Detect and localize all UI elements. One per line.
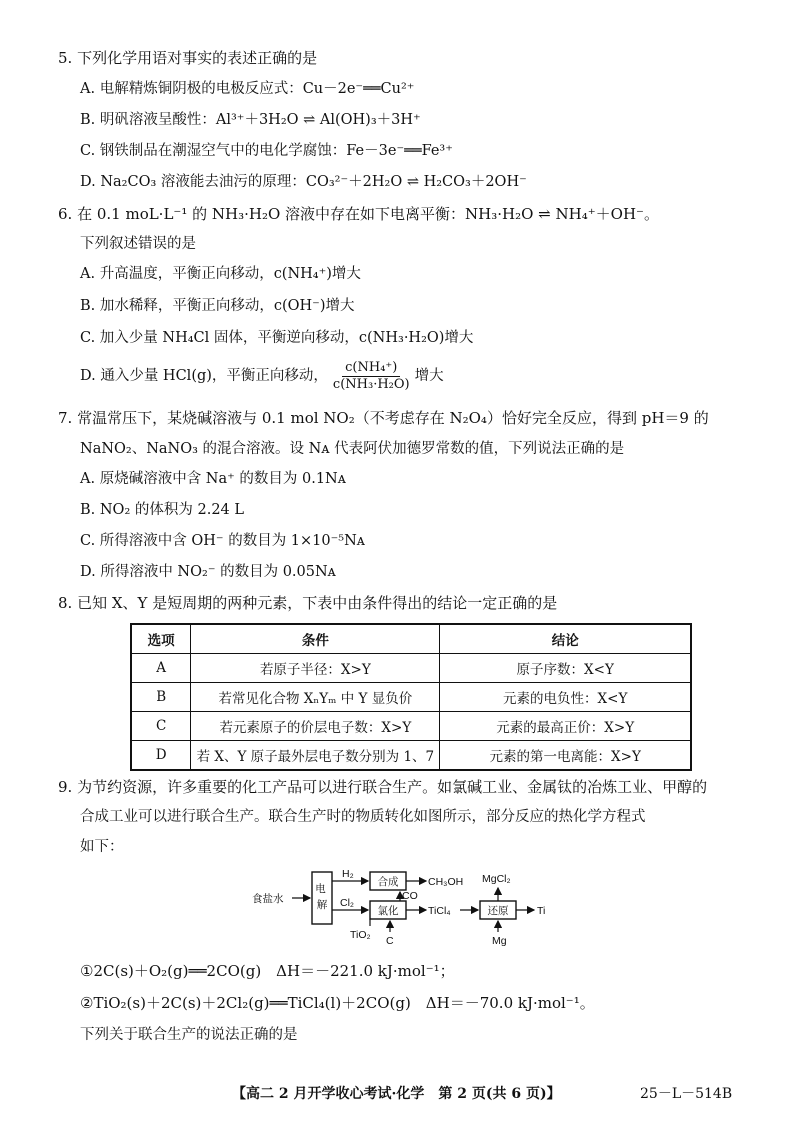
diagram-label-mgcl2: MgCl₂ xyxy=(482,873,511,885)
q5-option-c: C. 钢铁制品在潮湿空气中的电化学腐蚀：Fe－3e⁻══Fe³⁺ xyxy=(80,143,453,159)
diagram-label-ticl4: TiCl₄ xyxy=(428,905,451,917)
table-cell: 元素的第一电离能：X>Y xyxy=(440,741,691,771)
table-cell: 元素的电负性：X<Y xyxy=(440,683,691,712)
q6-stem-line2: 下列叙述错误的是 xyxy=(80,236,196,252)
q8-stem: 8. 已知 X、Y 是短周期的两种元素，下表中由条件得出的结论一定正确的是 xyxy=(58,594,558,612)
q6-option-d-suffix: 增大 xyxy=(414,368,444,384)
table-cell: 元素的最高正价：X>Y xyxy=(440,712,691,741)
table-cell: A xyxy=(131,654,191,683)
table-cell: B xyxy=(131,683,191,712)
electrolysis-box xyxy=(312,872,332,924)
q5-stem: 5. 下列化学用语对事实的表述正确的是 xyxy=(58,49,318,67)
q6-option-a: A. 升高温度，平衡正向移动，c(NH₄⁺)增大 xyxy=(80,266,361,282)
table-header-conclusion: 结论 xyxy=(440,624,691,654)
table-header-option: 选项 xyxy=(131,624,191,654)
q9-stem-line2: 合成工业可以进行联合生产。联合生产时的物质转化如图所示，部分反应的热化学方程式 xyxy=(80,809,646,825)
conditions-table xyxy=(130,623,692,771)
page-footer-title: 【高二 2 月开学收心考试·化学 第 2 页(共 6 页)】 xyxy=(232,1086,561,1102)
table-row xyxy=(131,741,691,771)
q7-option-c: C. 所得溶液中含 OH⁻ 的数目为 1×10⁻⁵Nᴀ xyxy=(80,533,365,549)
q6-option-d xyxy=(80,358,444,394)
q6-option-d-prefix: D. 通入少量 HCl(g)，平衡正向移动， xyxy=(80,368,328,384)
table-cell: 若常见化合物 XₙYₘ 中 Y 显负价 xyxy=(191,683,440,712)
q7-stem-line2: NaNO₂、NaNO₃ 的混合溶液。设 Nᴀ 代表阿伏加德罗常数的值，下列说法正确的是 xyxy=(80,441,625,457)
diagram-label-c: C xyxy=(386,935,394,947)
table-row xyxy=(131,683,691,712)
table-row xyxy=(131,654,691,683)
q9-question: 下列关于联合生产的说法正确的是 xyxy=(80,1027,298,1043)
table-header-row xyxy=(131,624,691,654)
q5-option-d: D. Na₂CO₃ 溶液能去油污的原理：CO₃²⁻＋2H₂O ⇌ H₂CO₃＋2OH⁻ xyxy=(80,174,527,190)
electrolysis-char-1: 电 xyxy=(315,883,326,895)
q9-equation-1: ①2C(s)＋O₂(g)══2CO(g) ΔH＝－221.0 kJ·mol⁻¹； xyxy=(80,962,455,980)
diagram-label-ch3oh: CH₃OH xyxy=(428,876,464,888)
table-header-condition: 条件 xyxy=(191,624,440,654)
table-cell: 若 X、Y 原子最外层电子数分别为 1、7 xyxy=(191,741,440,771)
q5-option-a: A. 电解精炼铜阴极的电极反应式：Cu－2e⁻══Cu²⁺ xyxy=(80,81,415,97)
q6-stem-line1: 6. 在 0.1 moL·L⁻¹ 的 NH₃·H₂O 溶液中存在如下电离平衡：NH₃·H₂O ⇌ NH₄⁺＋OH⁻。 xyxy=(58,205,659,223)
q9-stem-line1: 9. 为节约资源，许多重要的化工产品可以进行联合生产。如氯碱工业、金属钛的冶炼工业、甲醇的 xyxy=(58,778,708,796)
diagram-label-h2: H₂ xyxy=(342,868,354,880)
q9-equation-2: ②TiO₂(s)＋2C(s)＋2Cl₂(g)══TiCl₄(l)＋2CO(g) ΔH＝－70.0 kJ·mol⁻¹。 xyxy=(80,994,595,1012)
diagram-label-reduction: 还原 xyxy=(487,905,509,917)
diagram-label-tio2: TiO₂ xyxy=(350,929,371,941)
table-row xyxy=(131,712,691,741)
table-cell: 若原子半径：X>Y xyxy=(191,654,440,683)
diagram-label-brine: 食盐水 xyxy=(252,893,284,905)
diagram-label-mg: Mg xyxy=(492,935,507,947)
table-cell: D xyxy=(131,741,191,771)
electrolysis-char-2: 解 xyxy=(316,899,328,911)
fraction-numerator: c(NH₄⁺) xyxy=(342,360,400,377)
q5-option-b: B. 明矾溶液呈酸性：Al³⁺＋3H₂O ⇌ Al(OH)₃＋3H⁺ xyxy=(80,112,421,128)
diagram-label-synthesis: 合成 xyxy=(377,876,399,888)
fraction-denominator: c(NH₃·H₂O) xyxy=(332,376,410,392)
q6-option-b: B. 加水稀释，平衡正向移动，c(OH⁻)增大 xyxy=(80,298,355,314)
diagram-label-electrolysis xyxy=(315,882,328,911)
fraction xyxy=(330,360,413,393)
q9-stem-line3: 如下： xyxy=(80,839,124,855)
table-cell: 原子序数：X<Y xyxy=(440,654,691,683)
diagram-label-cl2: Cl₂ xyxy=(340,897,354,909)
diagram-label-ti: Ti xyxy=(537,905,546,917)
q7-stem-line1: 7. 常温常压下，某烧碱溶液与 0.1 mol NO₂（不考虑存在 N₂O₄）恰好完全反应，得到 pH＝9 的 xyxy=(58,409,709,427)
diagram-label-chlorination: 氯化 xyxy=(377,905,399,917)
table-cell: 若元素原子的价层电子数：X>Y xyxy=(191,712,440,741)
process-flow-diagram xyxy=(250,866,560,948)
q7-option-d: D. 所得溶液中 NO₂⁻ 的数目为 0.05Nᴀ xyxy=(80,564,336,580)
q7-option-b: B. NO₂ 的体积为 2.24 L xyxy=(80,502,245,518)
diagram-label-co: CO xyxy=(402,890,418,902)
page-footer-code: 25－L－514B xyxy=(640,1086,733,1102)
q6-option-c: C. 加入少量 NH₄Cl 固体，平衡逆向移动，c(NH₃·H₂O)增大 xyxy=(80,330,474,346)
table-cell: C xyxy=(131,712,191,741)
q7-option-a: A. 原烧碱溶液中含 Na⁺ 的数目为 0.1Nᴀ xyxy=(80,471,346,487)
